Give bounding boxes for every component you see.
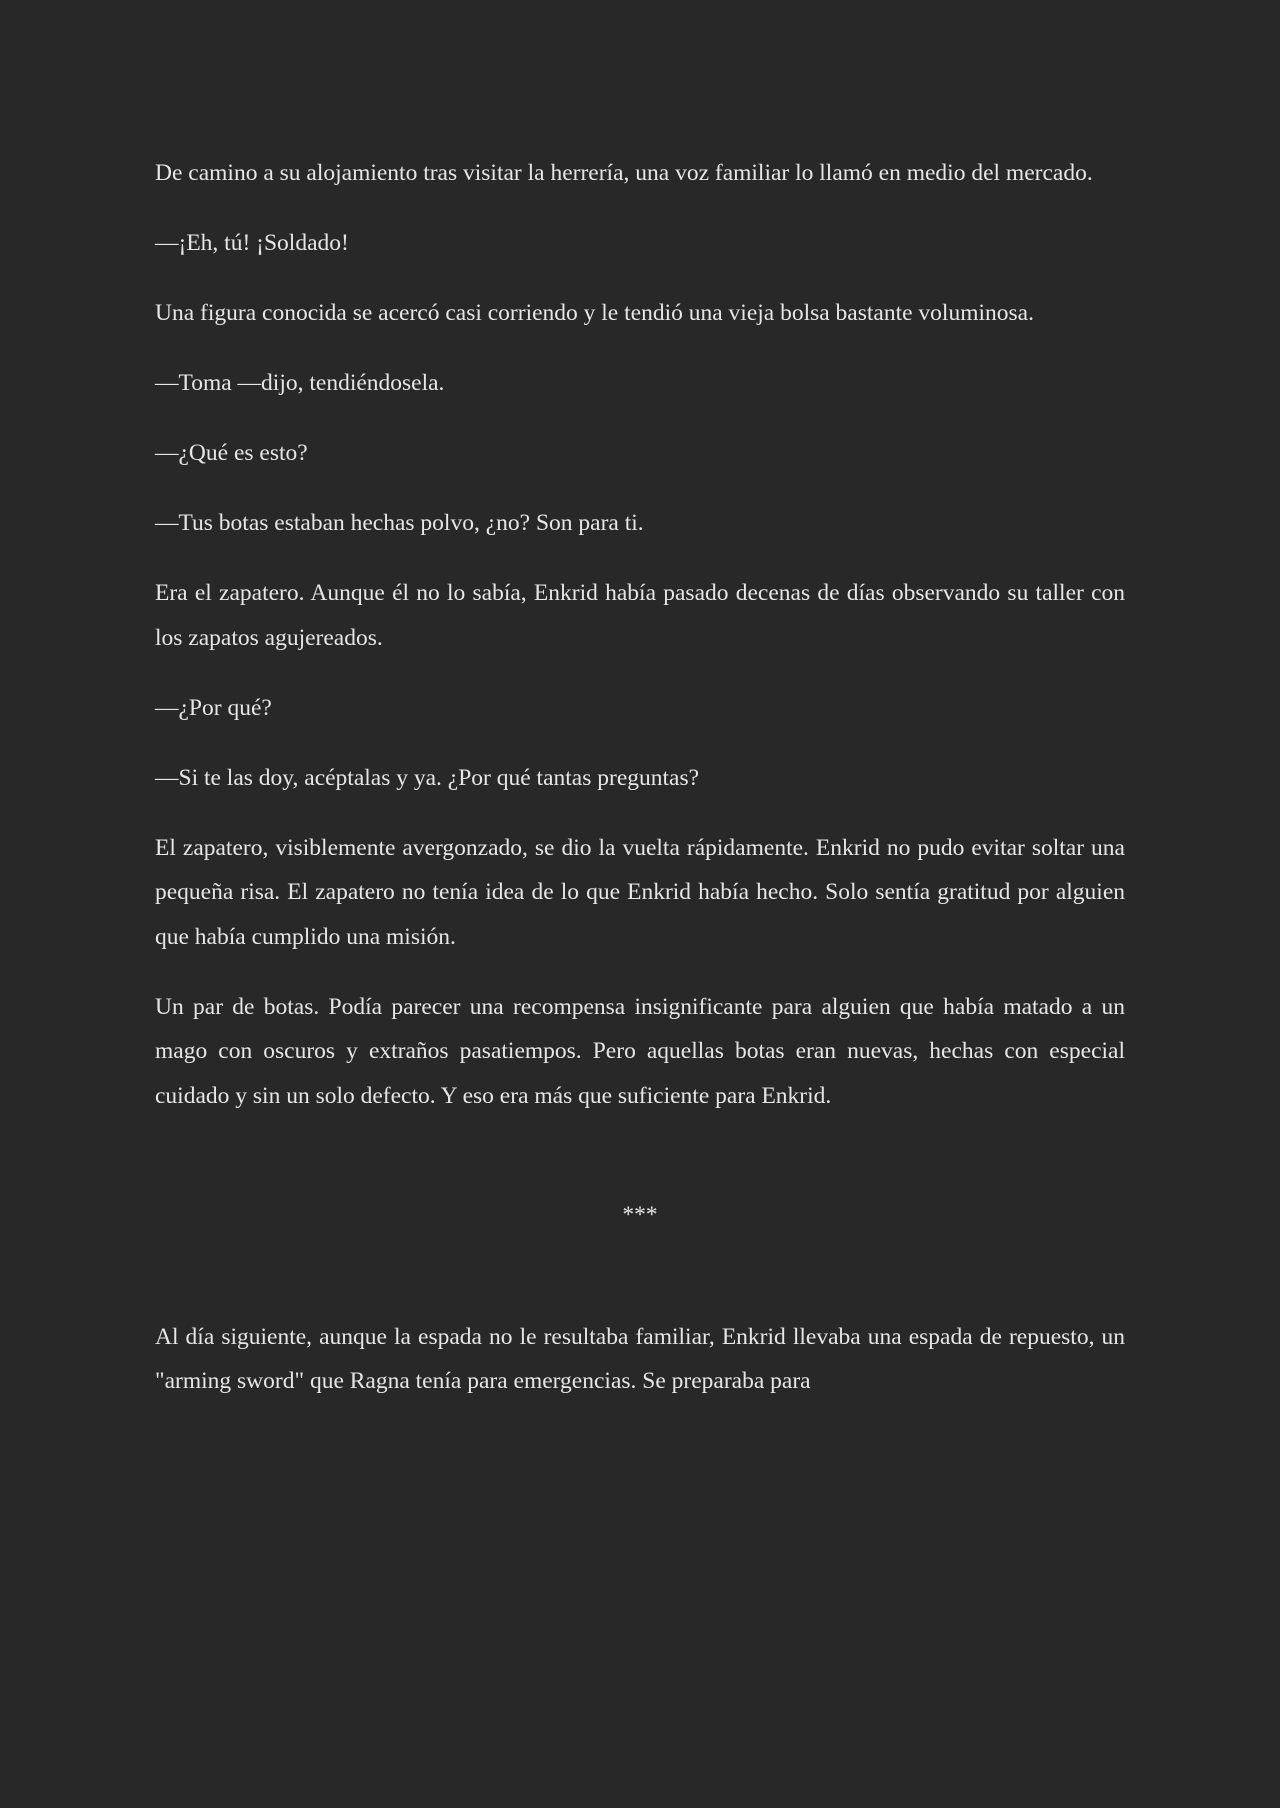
paragraph: Al día siguiente, aunque la espada no le resultaba familiar, Enkrid llevaba una espada de repuesto, un "arming sword" que Ragna tenía para emergencias. Se preparaba para [155, 1323, 1125, 1394]
scene-separator: *** [622, 1202, 658, 1228]
chapter-text [155, 151, 1125, 1429]
paragraph: —Toma —dijo, tendiéndosela. [155, 370, 445, 396]
paragraph: —¿Qué es esto? [155, 440, 308, 466]
paragraph: El zapatero, visiblemente avergonzado, se dio la vuelta rápidamente. Enkrid no pudo evitar soltar una pequeña risa. El zapatero no tenía idea de lo que Enkrid había hecho. Solo sentía gratitud por alguien que había cumplido una misión. [155, 834, 1125, 950]
paragraph: Un par de botas. Podía parecer una recompensa insignificante para alguien que había matado a un mago con oscuros y extraños pasatiempos. Pero aquellas botas eran nuevas, hechas con especial cuidado y sin un solo defecto. Y eso era más que suficiente para Enkrid. [155, 993, 1125, 1109]
paragraph: —Tus botas estaban hechas polvo, ¿no? Son para ti. [155, 510, 644, 536]
paragraph: —¡Eh, tú! ¡Soldado! [155, 230, 349, 256]
paragraph: Una figura conocida se acercó casi corriendo y le tendió una vieja bolsa bastante voluminosa. [155, 300, 1034, 326]
paragraph: —¿Por qué? [155, 694, 272, 721]
paragraph: —Si te las doy, acéptalas y ya. ¿Por qué tantas preguntas? [155, 764, 700, 791]
paragraph: De camino a su alojamiento tras visitar la herrería, una voz familiar lo llamó en medio del mercado. [155, 160, 1093, 186]
paragraph: Era el zapatero. Aunque él no lo sabía, Enkrid había pasado decenas de días observando su taller con los zapatos agujereados. [155, 580, 1125, 651]
